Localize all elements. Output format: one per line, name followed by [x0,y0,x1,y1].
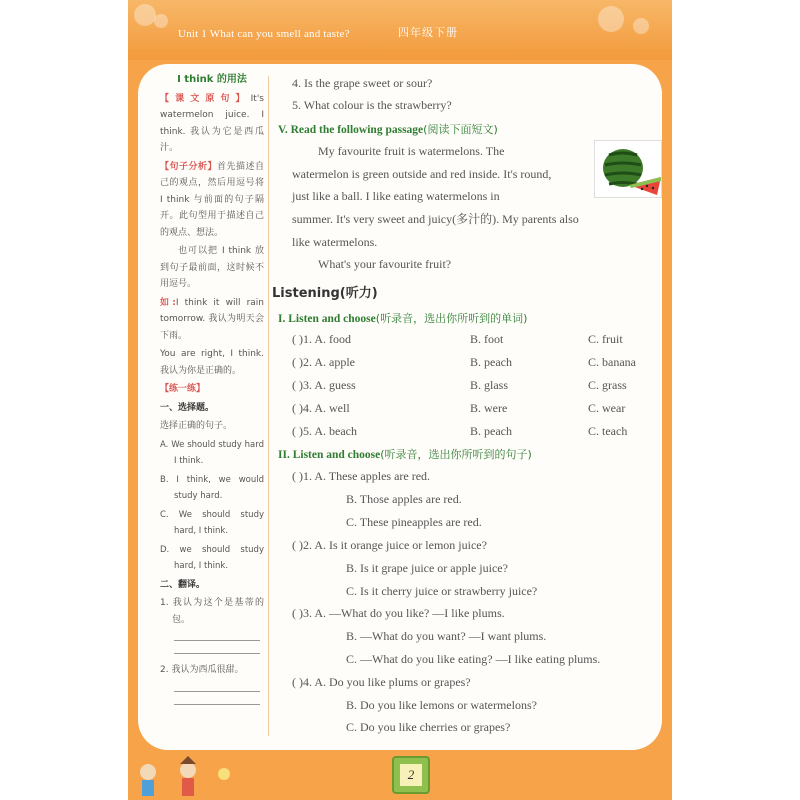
passage [292,140,594,208]
sidebar-analysis [160,159,264,242]
listening-title: Listening(听力) [272,286,378,301]
decor-circle [598,6,624,32]
choice-c[interactable]: C. fruit [588,332,623,346]
choice-b[interactable]: B. were [470,401,508,415]
sentence-choice[interactable]: C. These pineapples are red. [346,515,482,529]
section-5-label: V. Read the following passage [278,124,424,136]
sidebar-note: 也可以把 I think 放到句子最前面，这时候不用逗号。 [160,246,264,289]
practice-q2-title: 二、翻译。 [160,579,206,590]
section-5-heading [278,121,498,137]
question-5: 5. What colour is the strawberry? [292,98,452,112]
sentence-choice[interactable]: C. —What do you like eating? —I like eating plums. [346,652,601,666]
practice-option: B. I think, we would study hard. [160,474,264,501]
choice-b[interactable]: B. peach [470,355,512,369]
tag-practice: 【练一练】 [160,384,206,394]
sidebar-original-sentence [160,91,264,157]
passage-line: summer. It's very sweet and juicy(多汁的). My parents also [292,212,579,226]
tag-original: 【课文原句】 [160,93,251,104]
analysis-text: 首先描述自己的观点，然后用逗号将 I think 与前面的句子隔开。此句型用于描述自己的观点、想法。 [160,161,264,238]
choice-c[interactable]: C. wear [588,401,626,415]
choice-c[interactable]: C. banana [588,355,636,369]
unit-title: Unit 1 What can you smell and taste? [178,28,350,40]
section-5-cn: (阅读下面短文) [423,123,498,136]
answer-line[interactable] [174,691,260,692]
decor-circle [154,14,168,28]
choice-b[interactable]: B. peach [470,424,512,438]
section-1-label: I. Listen and choose [278,313,376,325]
practice-q1-title: 一、选择题。 [160,402,215,413]
sidebar-example [160,295,264,345]
choice-b[interactable]: B. glass [470,378,509,392]
passage-continued [292,208,666,276]
sentence-choice[interactable]: B. Do you like lemons or watermelons? [346,698,537,712]
original-text: It's watermelon juice. I think. 我认为它是西瓜汁。 [160,93,264,153]
decor-circle [134,4,156,26]
practice-q1-prompt: 选择正确的句子。 [160,421,233,431]
section-2-cn: (听录音，选出你所听到的句子) [380,448,532,461]
sentence-choice[interactable]: B. —What do you want? —I want plums. [346,629,547,643]
practice-option: C. We should study hard, I think. [160,509,264,536]
sidebar-notes [160,72,264,705]
sentence-choice[interactable]: C. Do you like cherries or grapes? [346,720,511,734]
choice-a[interactable]: ( )1. A. food [292,332,351,346]
grade-label: 四年级下册 [398,26,458,39]
tag-analysis: 【句子分析】 [160,161,217,172]
sidebar-example-2: You are right, I think. 我认为你是正确的。 [160,349,264,376]
choice-b[interactable]: B. foot [470,332,504,346]
section-2-heading [278,446,532,462]
example-text: I think it will rain tomorrow. 我认为明天会下雨。 [160,297,264,341]
practice-option: D. we should study hard, I think. [160,544,264,571]
sentence-choice[interactable]: B. Is it grape juice or apple juice? [346,561,508,575]
translation-item: 1. 我认为这个是基蒂的包。 [160,598,264,625]
choice-a[interactable]: ( )2. A. apple [292,355,355,369]
header-bar [128,0,672,60]
section-1-cn: (听录音，选出你所听到的单词) [375,312,528,325]
passage-question: What's your favourite fruit? [318,257,452,271]
decor-circle [633,18,649,34]
sentence-choice[interactable]: ( )3. A. —What do you like? —I like plums. [292,606,505,620]
practice-option: A. We should study hard I think. [160,439,264,466]
page-number: 2 [400,764,422,786]
sentence-choice[interactable]: ( )2. A. Is it orange juice or lemon juice? [292,538,487,552]
tag-example: 如: [160,297,176,308]
sentence-choice[interactable]: ( )1. A. These apples are red. [292,469,431,483]
choice-a[interactable]: ( )3. A. guess [292,378,356,392]
answer-line[interactable] [174,653,260,654]
answer-line[interactable] [174,704,260,705]
choice-c[interactable]: C. teach [588,424,628,438]
choice-a[interactable]: ( )5. A. beach [292,424,357,438]
sentence-choice[interactable]: B. Those apples are red. [346,492,462,506]
translation-item: 2. 我认为西瓜很甜。 [160,665,244,675]
answer-line[interactable] [174,640,260,641]
passage-line: just like a ball. I like eating watermelons in [292,189,500,203]
sentence-choice[interactable]: ( )4. A. Do you like plums or grapes? [292,675,471,689]
sentence-choice[interactable]: C. Is it cherry juice or strawberry juice? [346,584,538,598]
sidebar-title: I think 的用法 [177,74,247,85]
choice-a[interactable]: ( )4. A. well [292,401,350,415]
section-1-heading [278,310,527,326]
column-divider [268,76,269,736]
passage-line: My favourite fruit is watermelons. The [318,144,505,158]
choice-c[interactable]: C. grass [588,378,627,392]
passage-line: like watermelons. [292,234,378,249]
passage-line: watermelon is green outside and red inside. It's round, [292,166,552,181]
watermelon-image [594,140,662,198]
question-4: 4. Is the grape sweet or sour? [292,76,433,90]
kids-illustration-icon [128,750,248,800]
section-2-label: II. Listen and choose [278,449,381,461]
watermelon-icon [595,141,663,199]
